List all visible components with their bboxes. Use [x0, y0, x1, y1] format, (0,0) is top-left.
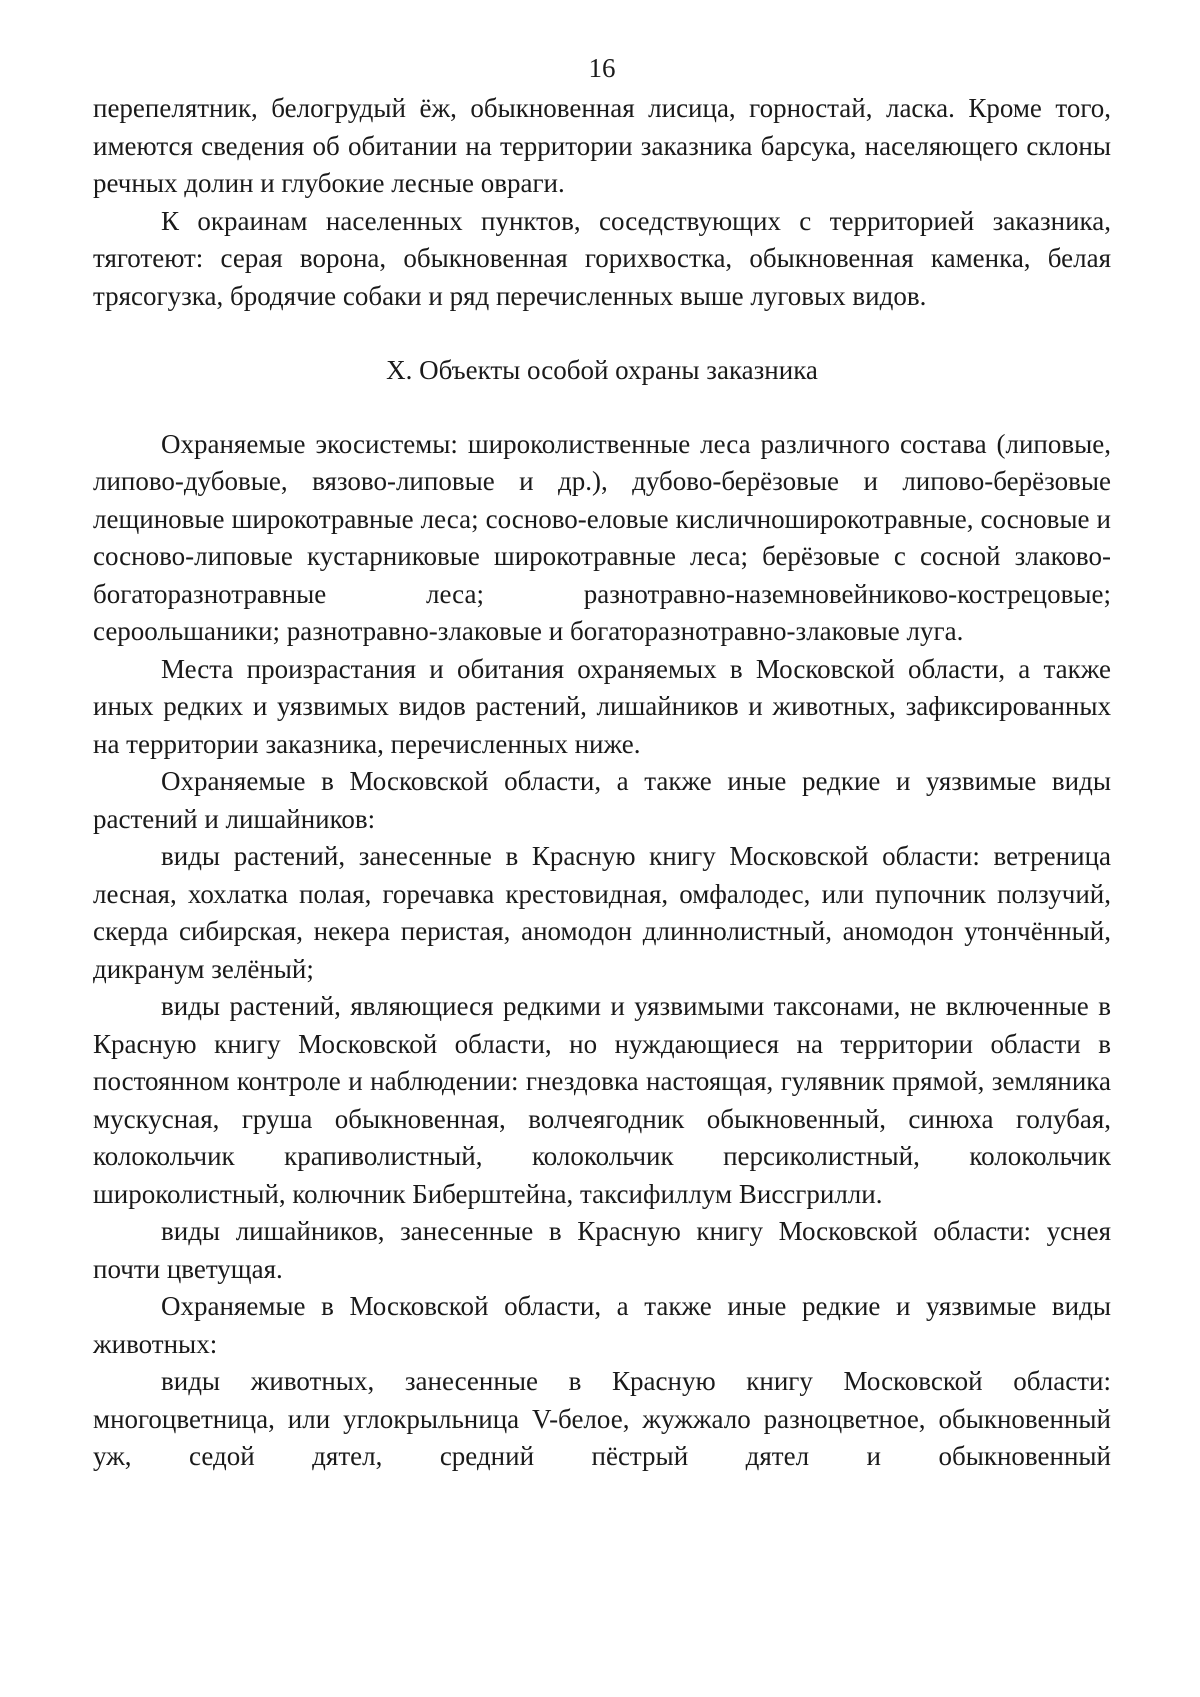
paragraph-lichens: виды лишайников, занесенные в Красную книгу Московской области: уснея почти цветущая.: [93, 1216, 1111, 1284]
paragraph-ecosystems: Охраняемые экосистемы: широколиственные леса различного состава (липовые, липово-дубовые, вязово-липовые и др.), дубово-берёзовые и липово-берёзовые лещиновые широкотравные леса; сосново-еловые кисличноширокотравные, сосновые и сосново-липовые кустарниковые широкотравные леса; берёзовые с сосной злаково-богаторазнотравные леса; разнотравно-наземновейниково-кострецовые; сероольшаники; разнотравно-злаковые и богаторазнотравно-злаковые луга.: [93, 428, 1111, 646]
paragraph-protected-animals-intro: Охраняемые в Московской области, а также иные редкие и уязвимые виды животных:: [93, 1291, 1111, 1359]
page-number: 16: [588, 53, 616, 83]
paragraph-red-book-plants: виды растений, занесенные в Красную книгу Московской области: ветреница лесная, хохлатка полая, горечавка крестовидная, омфалодес, или пупочник ползучий, скерда сибирская, некера перистая, аномодон длиннолистный, аномодон утончённый, дикранум зелёный;: [93, 841, 1111, 984]
section-heading: X. Объекты особой охраны заказника: [386, 355, 818, 385]
paragraph-red-book-animals: виды животных, занесенные в Красную книгу Московской области: многоцветница, или углокрыльница V-белое, жужжало разноцветное, обыкновенный уж, седой дятел, средний пёстрый дятел и обыкновенный: [93, 1366, 1111, 1471]
paragraph-habitats: Места произрастания и обитания охраняемых в Московской области, а также иных редких и уязвимых видов растений, лишайников и животных, зафиксированных на территории заказника, перечисленных ниже.: [93, 653, 1111, 759]
paragraph-top-1: перепелятник, белогрудый ёж, обыкновенная лисица, горностай, ласка. Кроме того, имеются сведения об обитании на территории заказника барсука, населяющего склоны речных долин и глубокие лесные овраги.: [93, 93, 1111, 198]
paragraph-top-2: К окраинам населенных пунктов, соседствующих с территорией заказника, тяготеют: серая ворона, обыкновенная горихвостка, обыкновенная каменка, белая трясогузка, бродячие собаки и ряд перечисленных выше луговых видов.: [93, 205, 1111, 311]
document-page: [93, 52, 1111, 1672]
paragraph-rare-plants: виды растений, являющиеся редкими и уязвимыми таксонами, не включенные в Красную книгу Московской области, но нуждающиеся на территории области в постоянном контроле и наблюдении: гнездовка настоящая, гулявник прямой, земляника мускусная, груша обыкновенная, волчеягодник обыкновенный, синюха голубая, колокольчик крапиволистный, колокольчик персиколистный, колокольчик широколистный, колючник Биберштейна, таксифиллум Виссгрилли.: [93, 991, 1111, 1209]
paragraph-protected-plants-intro: Охраняемые в Московской области, а также иные редкие и уязвимые виды растений и лишайников:: [93, 766, 1111, 834]
